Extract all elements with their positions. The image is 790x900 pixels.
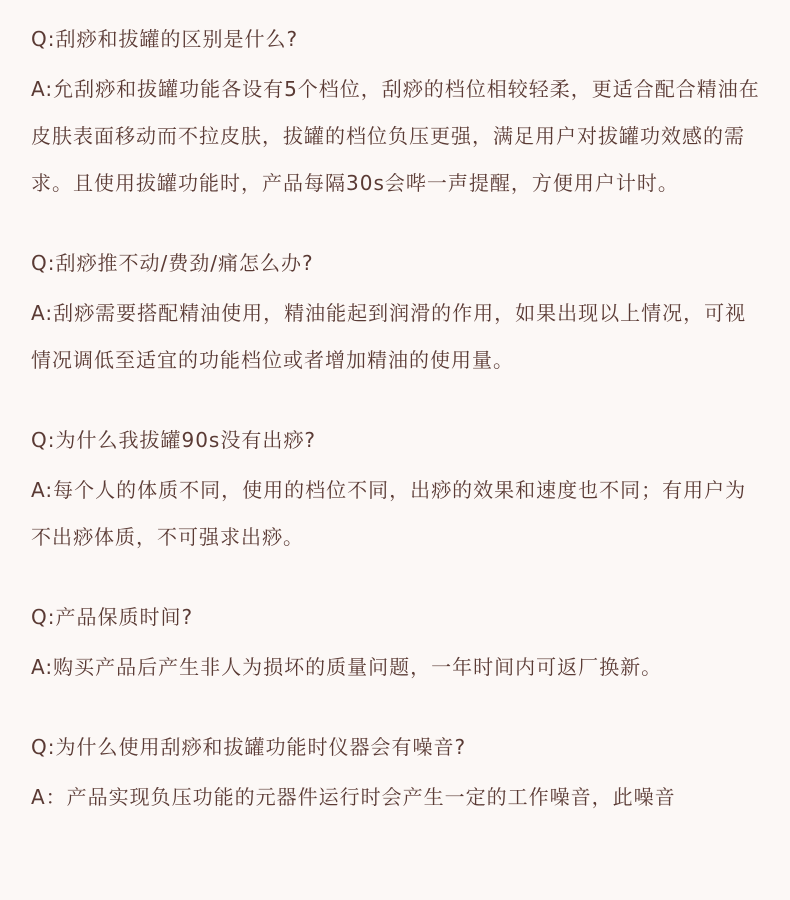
- faq-question-3: Q:为什么我拔罐90s没有出痧?: [31, 428, 316, 452]
- faq-item-1: [31, 20, 760, 207]
- faq-item-2: [31, 244, 760, 384]
- faq-answer-4: A:购买产品后产生非人为损坏的质量问题，一年时间内可返厂换新。: [31, 655, 663, 679]
- faq-question-1: Q:刮痧和拔罐的区别是什么?: [31, 27, 299, 51]
- faq-answer-2: A:刮痧需要搭配精油使用，精油能起到润滑的作用，如果出现以上情况，可视情况调低至适宜的功能档位或者增加精油的使用量。: [31, 301, 747, 372]
- faq-answer-3: A:每个人的体质不同，使用的档位不同，出痧的效果和速度也不同；有用户为不出痧体质，不可强求出痧。: [31, 478, 747, 549]
- faq-item-5: [31, 728, 760, 821]
- faq-question-5: Q:为什么使用刮痧和拔罐功能时仪器会有噪音?: [31, 735, 467, 759]
- faq-item-4: [31, 598, 760, 691]
- faq-item-3: [31, 421, 760, 561]
- faq-question-2: Q:刮痧推不动/费劲/痛怎么办?: [31, 251, 314, 275]
- faq-answer-1: A:允刮痧和拔罐功能各设有5个档位，刮痧的档位相较轻柔，更适合配合精油在皮肤表面移动而不拉皮肤，拔罐的档位负压更强，满足用户对拔罐功效感的需求。且使用拔罐功能时，产品每隔30s会哔一声提醒，方便用户计时。: [31, 77, 760, 195]
- faq-question-4: Q:产品保质时间?: [31, 605, 194, 629]
- faq-answer-5: A：产品实现负压功能的元器件运行时会产生一定的工作噪音，此噪音: [31, 785, 676, 809]
